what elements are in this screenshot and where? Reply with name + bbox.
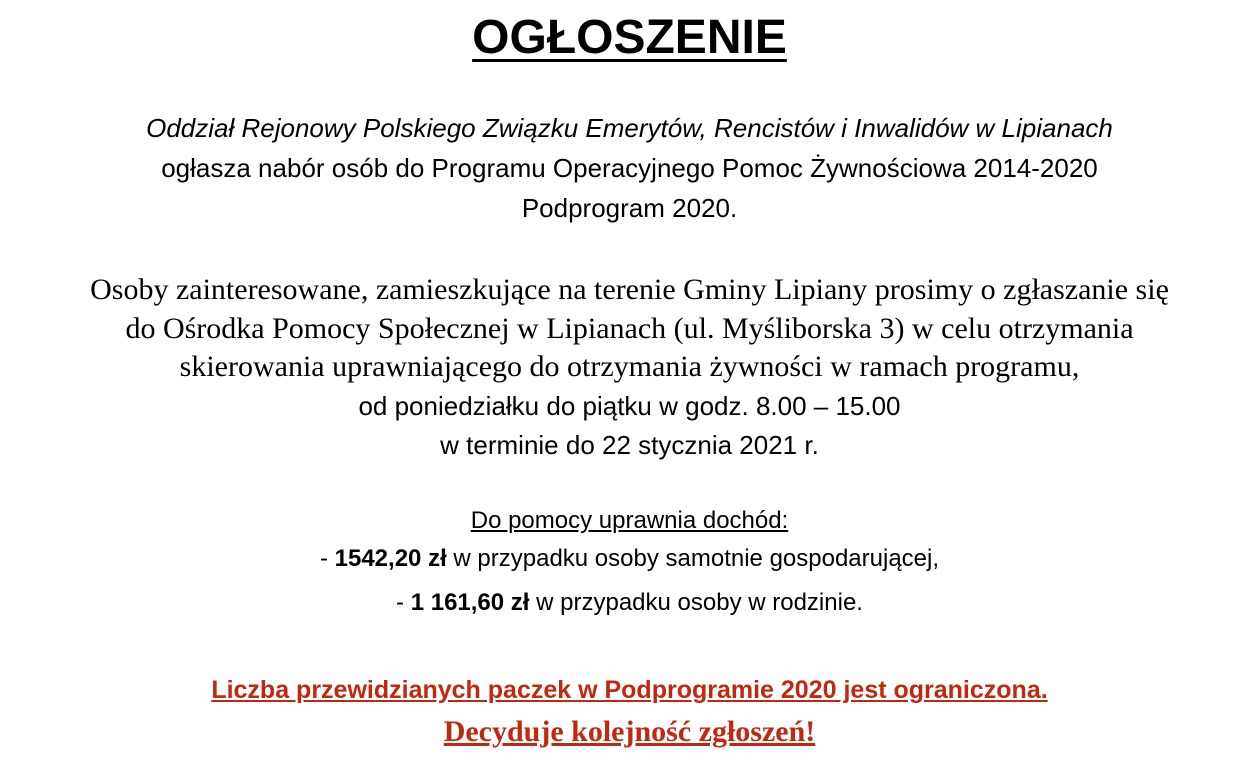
income-amount-single: 1542,20 zł <box>334 545 447 572</box>
income-description-family: w przypadku osoby w rodzinie. <box>529 589 863 616</box>
subprogram-line: Podprogram 2020. <box>521 193 738 223</box>
program-announcement-line: ogłasza nabór osób do Programu Operacyjnego Pomoc Żywnościowa 2014-2020 <box>161 153 1098 183</box>
income-amount-family: 1 161,60 zł <box>410 589 530 616</box>
body-text-line: skierowania uprawniającego do otrzymania żywności w ramach programu, <box>179 350 1080 383</box>
income-criterion-single <box>0 542 1259 576</box>
income-criteria-heading: Do pomocy uprawnia dochód: <box>470 507 789 534</box>
body-text-line: Osoby zainteresowane, zamieszkujące na terenie Gminy Lipiany prosimy o zgłaszanie się <box>90 273 1169 306</box>
limited-packages-notice: Liczba przewidzianych paczek w Podprogramie 2020 jest ograniczona. <box>211 676 1048 704</box>
page-title: OGŁOSZENIE <box>472 11 787 64</box>
application-deadline: w terminie do 22 stycznia 2021 r. <box>440 430 819 460</box>
organization-name: Oddział Rejonowy Polskiego Związku Emerytów, Rencistów i Inwalidów w Lipianach <box>146 113 1113 143</box>
income-description-single: w przypadku osoby samotnie gospodarującej, <box>446 545 940 572</box>
list-dash: - <box>396 589 411 616</box>
list-dash: - <box>319 545 335 572</box>
body-text-line: do Ośrodka Pomocy Społecznej w Lipianach (ul. Myśliborska 3) w celu otrzymania <box>125 312 1134 345</box>
office-hours: od poniedziałku do piątku w godz. 8.00 – 15.00 <box>358 391 901 421</box>
first-come-notice: Decyduje kolejność zgłoszeń! <box>443 715 816 748</box>
income-criterion-family <box>0 586 1259 620</box>
